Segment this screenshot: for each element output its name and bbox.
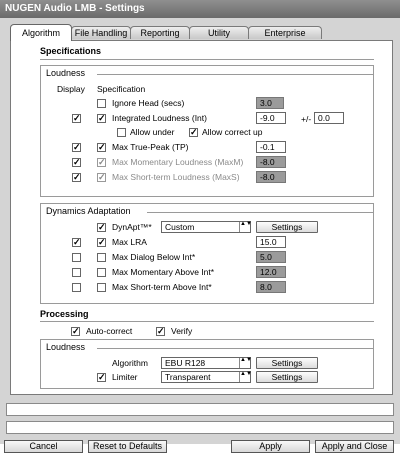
apply-and-close-button[interactable]: Apply and Close bbox=[315, 440, 394, 453]
ignore-head-label: Ignore Head (secs) bbox=[112, 98, 185, 108]
ignore-head-value: 3.0 bbox=[256, 97, 284, 109]
verify-label: Verify bbox=[171, 326, 193, 336]
tolerance-input[interactable]: 0.0 bbox=[314, 112, 344, 124]
momentary-value: -8.0 bbox=[256, 156, 286, 168]
divider bbox=[40, 321, 374, 322]
algorithm-label: Algorithm bbox=[112, 358, 148, 368]
tab-reporting[interactable]: Reporting bbox=[130, 26, 190, 39]
apply-button[interactable]: Apply bbox=[231, 440, 310, 453]
processing-heading: Processing bbox=[40, 309, 89, 319]
processing-loudness-title: Loudness bbox=[46, 342, 86, 352]
true-peak-label: Max True-Peak (TP) bbox=[112, 142, 189, 152]
dynamics-adaptation-title: Dynamics Adaptation bbox=[46, 206, 131, 216]
dynapt-select-value: Custom bbox=[165, 222, 195, 232]
tolerance-label: +/- bbox=[301, 114, 312, 124]
allow-correct-up-checkbox[interactable]: ✓ bbox=[190, 127, 198, 137]
divider bbox=[40, 59, 374, 60]
max-short-term-display-checkbox[interactable] bbox=[72, 283, 81, 292]
tab-utility[interactable]: Utility bbox=[189, 26, 249, 39]
algorithm-select-value: EBU R128 bbox=[165, 358, 206, 368]
max-short-term-label: Max Short-term Above Int* bbox=[112, 282, 212, 292]
integrated-loudness-label: Integrated Loudness (Int) bbox=[112, 113, 207, 123]
true-peak-checkbox[interactable]: ✓ bbox=[98, 142, 106, 152]
updown-arrows-icon: ▲▼ bbox=[239, 222, 250, 232]
max-dialog-value: 5.0 bbox=[256, 251, 286, 263]
dynapt-checkbox[interactable]: ✓ bbox=[98, 222, 106, 232]
settings-window bbox=[0, 18, 400, 451]
limiter-select[interactable] bbox=[161, 371, 251, 383]
auto-correct-checkbox[interactable]: ✓ bbox=[72, 326, 80, 336]
max-lra-input[interactable]: 15.0 bbox=[256, 236, 286, 248]
max-lra-display-checkbox[interactable]: ✓ bbox=[73, 237, 81, 247]
reset-to-defaults-button[interactable]: Reset to Defaults bbox=[88, 440, 167, 453]
limiter-label: Limiter bbox=[112, 372, 138, 382]
display-column-header: Display bbox=[57, 84, 85, 94]
verify-checkbox[interactable]: ✓ bbox=[157, 326, 165, 336]
algorithm-settings-button[interactable]: Settings bbox=[256, 357, 318, 369]
specification-column-header: Specification bbox=[97, 84, 146, 94]
allow-correct-up-label: Allow correct up bbox=[202, 127, 263, 137]
max-dialog-display-checkbox[interactable] bbox=[72, 253, 81, 262]
algorithm-select[interactable] bbox=[161, 357, 251, 369]
max-momentary-value: 12.0 bbox=[256, 266, 286, 278]
specifications-heading: Specifications bbox=[40, 46, 102, 56]
divider bbox=[147, 212, 373, 213]
algorithm-panel bbox=[10, 40, 393, 395]
short-term-label: Max Short-term Loudness (MaxS) bbox=[112, 172, 240, 182]
tab-enterprise[interactable]: Enterprise bbox=[248, 26, 322, 39]
window-title: NUGEN Audio LMB - Settings bbox=[0, 0, 400, 18]
allow-under-checkbox[interactable] bbox=[117, 128, 126, 137]
max-momentary-checkbox[interactable] bbox=[97, 268, 106, 277]
max-lra-checkbox[interactable]: ✓ bbox=[98, 237, 106, 247]
dynapt-settings-button[interactable]: Settings bbox=[256, 221, 318, 233]
tab-file-handling[interactable]: File Handling bbox=[71, 26, 131, 39]
true-peak-display-checkbox[interactable]: ✓ bbox=[73, 142, 81, 152]
limiter-select-value: Transparent bbox=[165, 372, 211, 382]
max-momentary-label: Max Momentary Above Int* bbox=[112, 267, 215, 277]
momentary-label: Max Momentary Loudness (MaxM) bbox=[112, 157, 244, 167]
divider bbox=[97, 74, 373, 75]
divider bbox=[97, 348, 373, 349]
auto-correct-label: Auto-correct bbox=[86, 326, 133, 336]
ignore-head-checkbox[interactable] bbox=[97, 99, 106, 108]
short-term-value: -8.0 bbox=[256, 171, 286, 183]
max-lra-label: Max LRA bbox=[112, 237, 147, 247]
status-bar bbox=[6, 403, 394, 416]
cancel-button[interactable]: Cancel bbox=[4, 440, 83, 453]
max-dialog-checkbox[interactable] bbox=[97, 253, 106, 262]
tab-algorithm[interactable]: Algorithm bbox=[10, 24, 72, 41]
integrated-loudness-checkbox[interactable]: ✓ bbox=[98, 113, 106, 123]
processing-loudness-group bbox=[40, 339, 374, 389]
integrated-display-checkbox[interactable]: ✓ bbox=[73, 113, 81, 123]
max-short-term-value: 8.0 bbox=[256, 281, 286, 293]
dynapt-select[interactable] bbox=[161, 221, 251, 233]
integrated-loudness-input[interactable]: -9.0 bbox=[256, 112, 286, 124]
allow-under-label: Allow under bbox=[130, 127, 175, 137]
max-momentary-display-checkbox[interactable] bbox=[72, 268, 81, 277]
dynapt-label: DynApt™* bbox=[112, 222, 152, 232]
updown-arrows-icon: ▲▼ bbox=[239, 358, 250, 368]
true-peak-input[interactable]: -0.1 bbox=[256, 141, 286, 153]
dynamics-adaptation-group bbox=[40, 203, 374, 304]
limiter-settings-button[interactable]: Settings bbox=[256, 371, 318, 383]
updown-arrows-icon: ▲▼ bbox=[239, 372, 250, 382]
loudness-group bbox=[40, 65, 374, 197]
short-term-display-checkbox[interactable]: ✓ bbox=[73, 172, 81, 182]
momentary-display-checkbox[interactable]: ✓ bbox=[73, 157, 81, 167]
loudness-group-title: Loudness bbox=[46, 68, 86, 78]
short-term-checkbox[interactable]: ✓ bbox=[98, 172, 106, 182]
momentary-checkbox[interactable]: ✓ bbox=[98, 157, 106, 167]
max-dialog-label: Max Dialog Below Int* bbox=[112, 252, 196, 262]
max-short-term-checkbox[interactable] bbox=[97, 283, 106, 292]
status-bar-secondary bbox=[6, 421, 394, 434]
limiter-checkbox[interactable]: ✓ bbox=[98, 372, 106, 382]
